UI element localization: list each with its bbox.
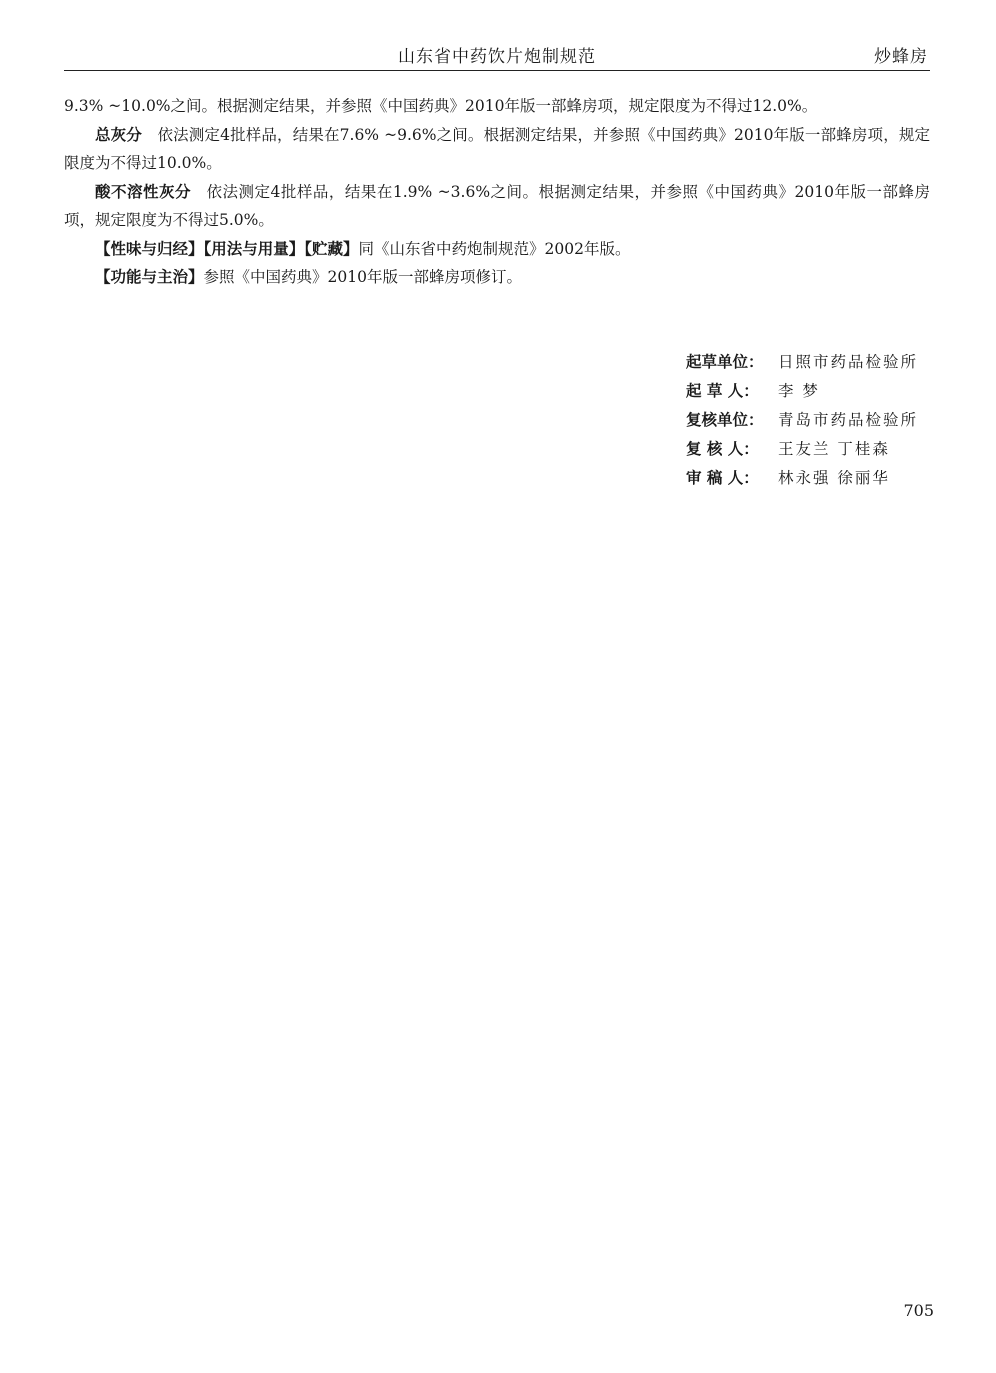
credit-row-editor (686, 464, 918, 493)
credit-row-drafter (686, 377, 918, 406)
credit-value: 王友兰 丁桂森 (778, 440, 890, 458)
term-total-ash: 总灰分 (95, 125, 142, 144)
header-title: 山东省中药饮片炮制规范 (398, 47, 596, 67)
term-properties-usage-storage: 【性味与归经】【用法与用量】【贮藏】 (95, 239, 359, 258)
page-number: 705 (903, 1301, 934, 1320)
credit-label: 起草单位： (686, 353, 764, 371)
paragraph-acid-insoluble-ash (64, 178, 930, 235)
term-acid-insoluble-ash: 酸不溶性灰分 (95, 182, 192, 201)
paragraph-functions-indications (64, 263, 930, 292)
paragraph-text: 参照《中国药典》2010年版一部蜂房项修订。 (203, 268, 522, 286)
term-functions-indications: 【功能与主治】 (95, 268, 204, 286)
paragraph-continuation (64, 92, 930, 121)
paragraph-text: 同《山东省中药炮制规范》2002年版。 (358, 239, 631, 258)
credit-value: 李 梦 (778, 382, 820, 400)
paragraph-properties-usage-storage (64, 235, 930, 264)
credit-value: 青岛市药品检验所 (778, 411, 919, 429)
credit-row-drafting-unit (686, 348, 918, 377)
credit-value: 日照市药品检验所 (778, 353, 919, 371)
body-text (64, 92, 930, 292)
credit-label: 起 草 人： (686, 382, 759, 400)
credit-row-review-unit (686, 406, 918, 435)
credits-block (686, 348, 918, 493)
credit-value: 林永强 徐丽华 (778, 469, 890, 487)
paragraph-text: 依法测定4批样品，结果在1.9% ~3.6%之间。根据测定结果，并参照《中国药典》2010年版一部蜂房项，规定限度为不得过5.0%。 (64, 182, 930, 229)
credit-label: 复核单位： (686, 411, 764, 429)
credit-label: 审 稿 人： (686, 469, 759, 487)
credit-label: 复 核 人： (686, 440, 759, 458)
credit-row-reviewer (686, 435, 918, 464)
paragraph-text: 依法测定4批样品，结果在7.6% ~9.6%之间。根据测定结果，并参照《中国药典》2010年版一部蜂房项，规定限度为不得过10.0%。 (64, 125, 930, 172)
paragraph-text: 9.3% ~10.0%之间。根据测定结果，并参照《中国药典》2010年版一部蜂房项，规定限度为不得过12.0%。 (64, 97, 818, 115)
page-header (64, 40, 930, 71)
paragraph-total-ash (64, 121, 930, 178)
header-section-title: 炒蜂房 (874, 47, 928, 67)
